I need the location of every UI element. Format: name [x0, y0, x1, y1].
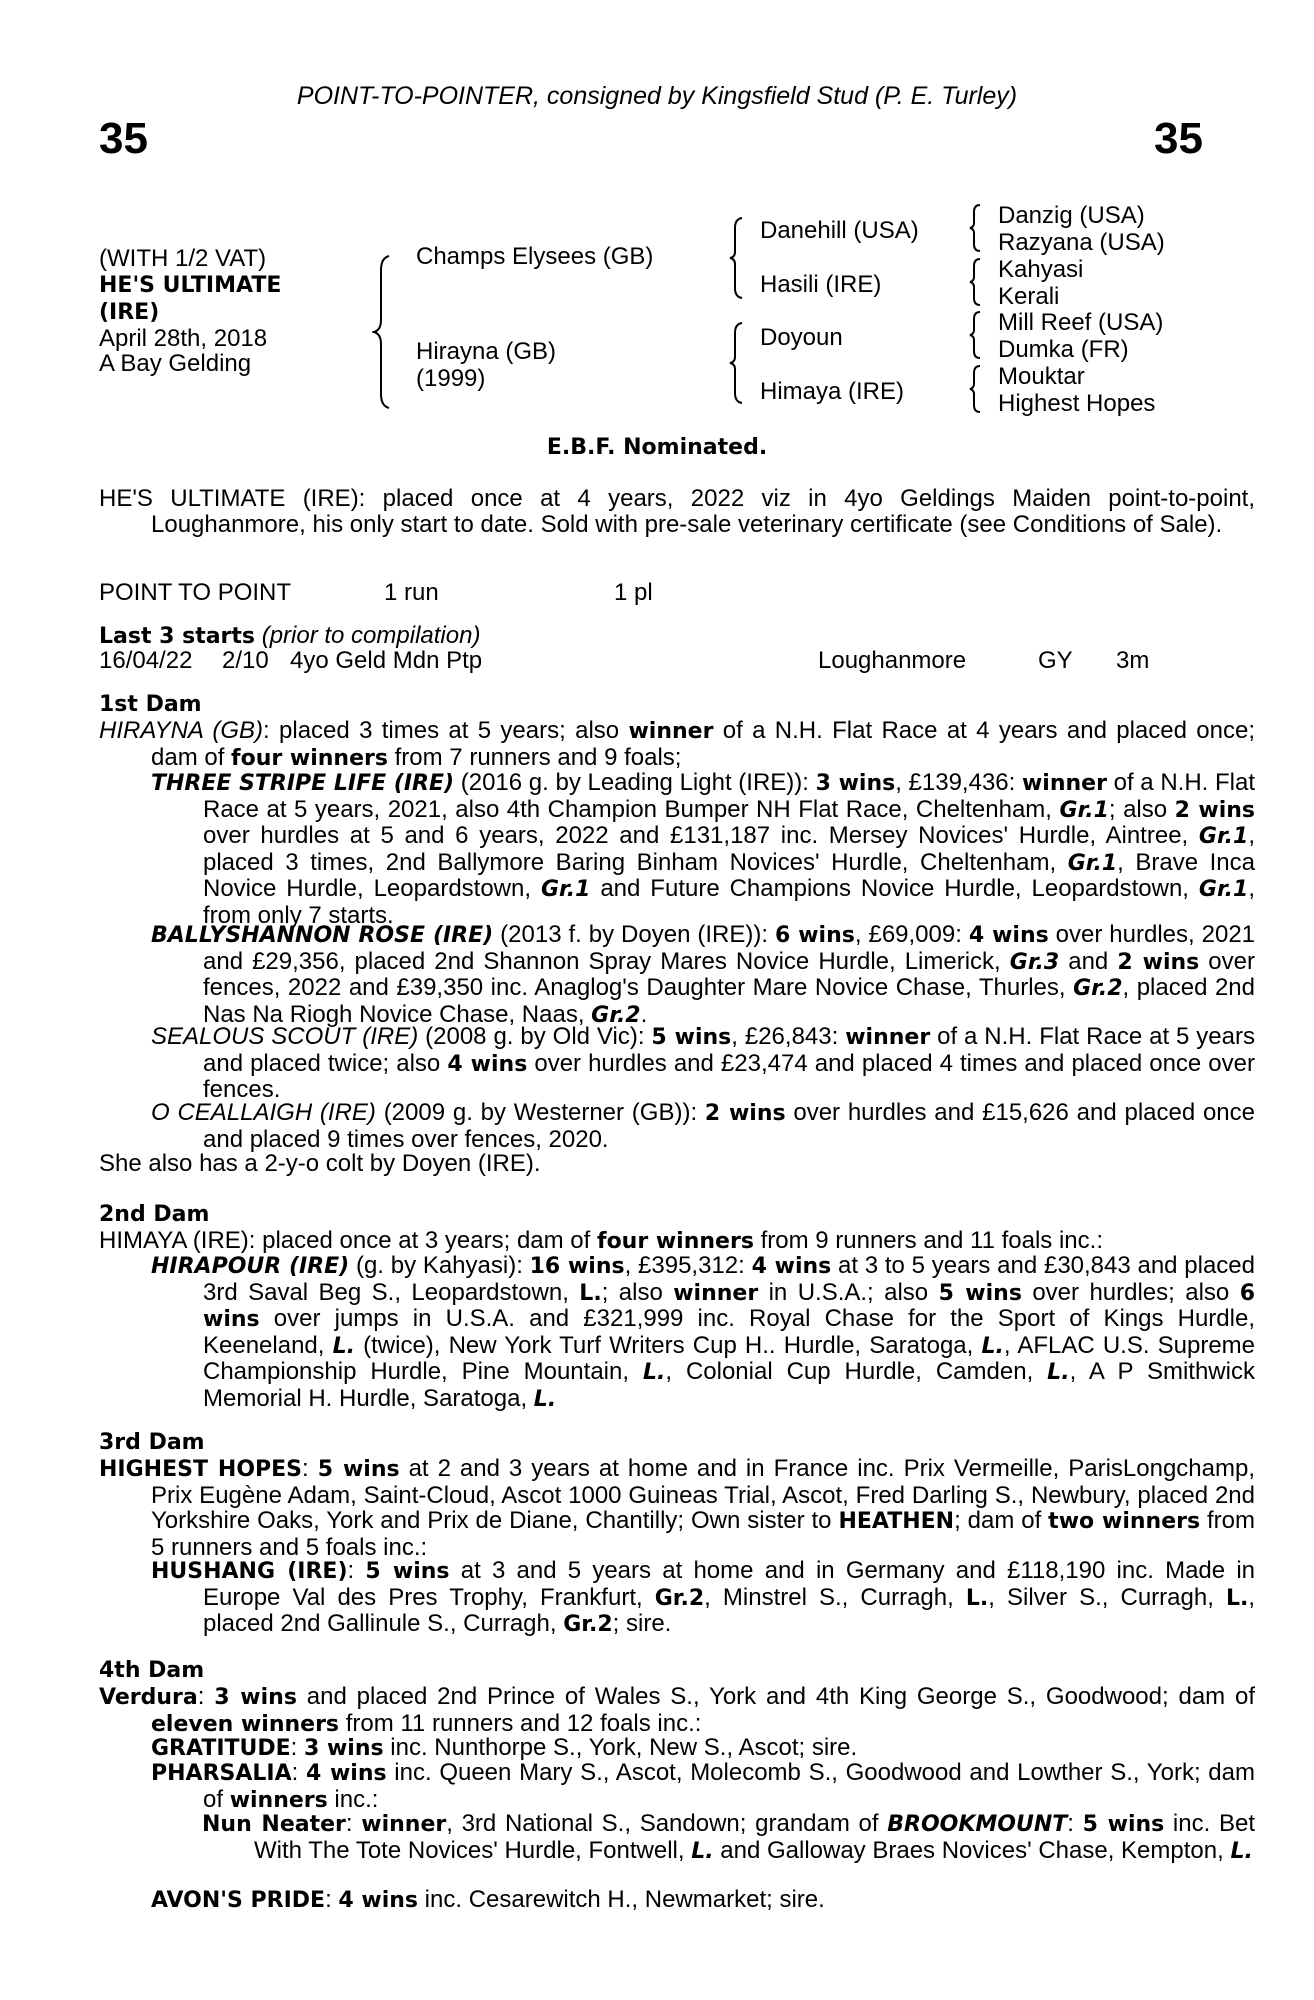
pedigree-sire-sire: Danehill (USA) [760, 217, 919, 244]
race-summary: HE'S ULTIMATE (IRE): placed once at 4 years, 2022 viz in 4yo Geldings Maiden point-to-point, Loughanmore, his only start to date. Sold with pre-sale veterinary certificate (see Conditions of Sale). [99, 485, 1255, 538]
start-date: 16/04/22 [99, 647, 193, 674]
progeny-ballyshannon-rose: BALLYSHANNON ROSE (IRE) (2013 f. by Doyen (IRE)): 6 wins, £69,009: 4 wins over hurdles, 2021 and £29,356, placed 2nd Shannon Spray Mares Novice Hurdle, Limerick, Gr.3 and 2 wins over fences, 2022 and £39,350 inc. Anaglog's Daughter Mare Novice Chase, Thurles, Gr.2, placed 2nd Nas Na Riogh Novice Chase, Naas, Gr.2. [151, 921, 1256, 1028]
progeny-gratitude: GRATITUDE: 3 wins inc. Nunthorpe S., York, New S., Ascot; sire. [151, 1734, 858, 1761]
page-header: POINT-TO-POINTER, consigned by Kingsfield Stud (P. E. Turley) [296, 82, 1018, 110]
last-starts-heading: Last 3 starts (prior to compilation) [99, 622, 481, 649]
pedigree-gen3-6: Dumka (FR) [998, 336, 1129, 363]
horse-description: A Bay Gelding [99, 350, 252, 377]
vat-note: (WITH 1/2 VAT) [99, 245, 267, 272]
pedigree-brace-g2 [968, 257, 982, 307]
record-placed: 1 pl [614, 579, 653, 606]
start-race: 4yo Geld Mdn Ptp [290, 647, 483, 674]
horse-name: HE'S ULTIMATE [99, 272, 282, 298]
pedigree-brace-g4 [968, 364, 982, 414]
pedigree-gen3-1: Danzig (USA) [998, 202, 1145, 229]
start-course: Loughanmore [818, 647, 967, 674]
progeny-o-ceallaigh: O CEALLAIGH (IRE) (2009 g. by Westerner (GB)): 2 wins over hurdles and £15,626 and placed once and placed 9 times over fences, 2020. [151, 1099, 1256, 1153]
progeny-pharsalia: PHARSALIA: 4 wins inc. Queen Mary S., Ascot, Molecomb S., Goodwood and Lowther S., York; dam of winners inc.: [151, 1759, 1255, 1813]
pedigree-brace-main [372, 254, 392, 410]
pedigree-gen3-3: Kahyasi [998, 256, 1084, 283]
fourth-dam-text: Verdura: 3 wins and placed 2nd Prince of Wales S., York and 4th King George S., Goodwood; dam of eleven winners from 11 runners and 12 foals inc.: [99, 1683, 1255, 1737]
pedigree-brace-g1 [968, 203, 982, 253]
start-going: GY [1038, 647, 1073, 674]
pedigree-dam-sire: Doyoun [760, 324, 843, 351]
pedigree-sire-dam: Hasili (IRE) [760, 271, 882, 298]
pedigree-gen3-8: Highest Hopes [998, 390, 1156, 417]
start-result: 2/10 [222, 647, 269, 674]
first-dam-text: HIRAYNA (GB): placed 3 times at 5 years; also winner of a N.H. Flat Race at 4 years and placed once; dam of four winners from 7 runners and 9 foals; [99, 717, 1256, 771]
start-distance: 3m [1116, 647, 1150, 674]
pedigree-gen3-4: Kerali [998, 283, 1060, 310]
horse-country: (IRE) [99, 299, 160, 325]
record-type: POINT TO POINT [99, 579, 292, 606]
third-dam-text: HIGHEST HOPES: 5 wins at 2 and 3 years at home and in France inc. Prix Vermeille, ParisLongchamp, Prix Eugène Adam, Saint-Cloud, Ascot 1000 Guineas Trial, Ascot, Fred Darling S., Newbury, placed 2nd Yorkshire Oaks, York and Prix de Diane, Chantilly; Own sister to HEATHEN; dam of two winners from 5 runners and 5 foals inc.: [99, 1455, 1256, 1561]
fourth-dam-heading: 4th Dam [99, 1658, 205, 1683]
progeny-sealous-scout: SEALOUS SCOUT (IRE) (2008 g. by Old Vic): 5 wins, £26,843: winner of a N.H. Flat Race at 5 years and placed twice; also 4 wins over hurdles and £23,474 and placed 4 times and placed once over fences. [151, 1023, 1255, 1103]
record-runs: 1 run [384, 579, 439, 606]
pedigree-brace-g3 [968, 310, 982, 360]
pedigree-gen3-5: Mill Reef (USA) [998, 309, 1164, 336]
pedigree-gen3-2: Razyana (USA) [998, 229, 1165, 256]
she-also-note: She also has a 2-y-o colt by Doyen (IRE). [99, 1150, 541, 1177]
progeny-hirapour: HIRAPOUR (IRE) (g. by Kahyasi): 16 wins, £395,312: 4 wins at 3 to 5 years and £30,843 and placed 3rd Saval Beg S., Leopardstown, L.; also winner in U.S.A.; also 5 wins over hurdles; also 6 wins over jumps in U.S.A. and £321,999 inc. Royal Chase for the Sport of Kings Hurdle, Keeneland, L. (twice), New York Turf Writers Cup H.. Hurdle, Saratoga, L., AFLAC U.S. Supreme Championship Hurdle, Pine Mountain, L., Colonial Cup Hurdle, Camden, L., A P Smithwick Memorial H. Hurdle, Saratoga, L. [151, 1252, 1256, 1412]
pedigree-dam: Hirayna (GB) [416, 338, 557, 365]
pedigree-sire: Champs Elysees (GB) [416, 243, 654, 270]
pedigree-dam-year: (1999) [416, 365, 486, 392]
pedigree-brace-sire [728, 216, 744, 300]
first-dam-heading: 1st Dam [99, 692, 202, 717]
second-dam-text: HIMAYA (IRE): placed once at 3 years; dam of four winners from 9 runners and 11 foals inc.: [99, 1227, 1103, 1254]
progeny-nun-neater: Nun Neater: winner, 3rd National S., Sandown; grandam of BROOKMOUNT: 5 wins inc. Bet With The Tote Novices' Hurdle, Fontwell, L. and Galloway Braes Novices' Chase, Kempton, L. [202, 1810, 1255, 1864]
lot-number-left: 35 [99, 114, 148, 163]
foaling-date: April 28th, 2018 [99, 324, 268, 352]
progeny-hushang: HUSHANG (IRE): 5 wins at 3 and 5 years at home and in Germany and £118,190 inc. Made in Europe Val des Pres Trophy, Frankfurt, Gr.2, Minstrel S., Curragh, L., Silver S., Curragh, L., placed 2nd Gallinule S., Curragh, Gr.2; sire. [151, 1557, 1256, 1637]
second-dam-heading: 2nd Dam [99, 1202, 210, 1227]
horse-info [99, 246, 339, 377]
pedigree-brace-dam [728, 321, 744, 405]
pedigree-gen3-7: Mouktar [998, 363, 1085, 390]
progeny-avons-pride: AVON'S PRIDE: 4 wins inc. Cesarewitch H., Newmarket; sire. [151, 1886, 825, 1913]
nomination: E.B.F. Nominated. [546, 435, 768, 460]
third-dam-heading: 3rd Dam [99, 1430, 205, 1455]
lot-number-right: 35 [1154, 114, 1203, 163]
pedigree-dam-dam: Himaya (IRE) [760, 378, 905, 405]
progeny-three-stripe-life: THREE STRIPE LIFE (IRE) (2016 g. by Leading Light (IRE)): 3 wins, £139,436: winner of a N.H. Flat Race at 5 years, 2021, also 4th Champion Bumper NH Flat Race, Cheltenham, Gr.1; also 2 wins over hurdles at 5 and 6 years, 2022 and £131,187 inc. Mersey Novices' Hurdle, Aintree, Gr.1, placed 3 times, 2nd Ballymore Baring Binham Novices' Hurdle, Cheltenham, Gr.1, Brave Inca Novice Hurdle, Leopardstown, Gr.1 and Future Champions Novice Hurdle, Leopardstown, Gr.1, from only 7 starts. [151, 769, 1256, 929]
